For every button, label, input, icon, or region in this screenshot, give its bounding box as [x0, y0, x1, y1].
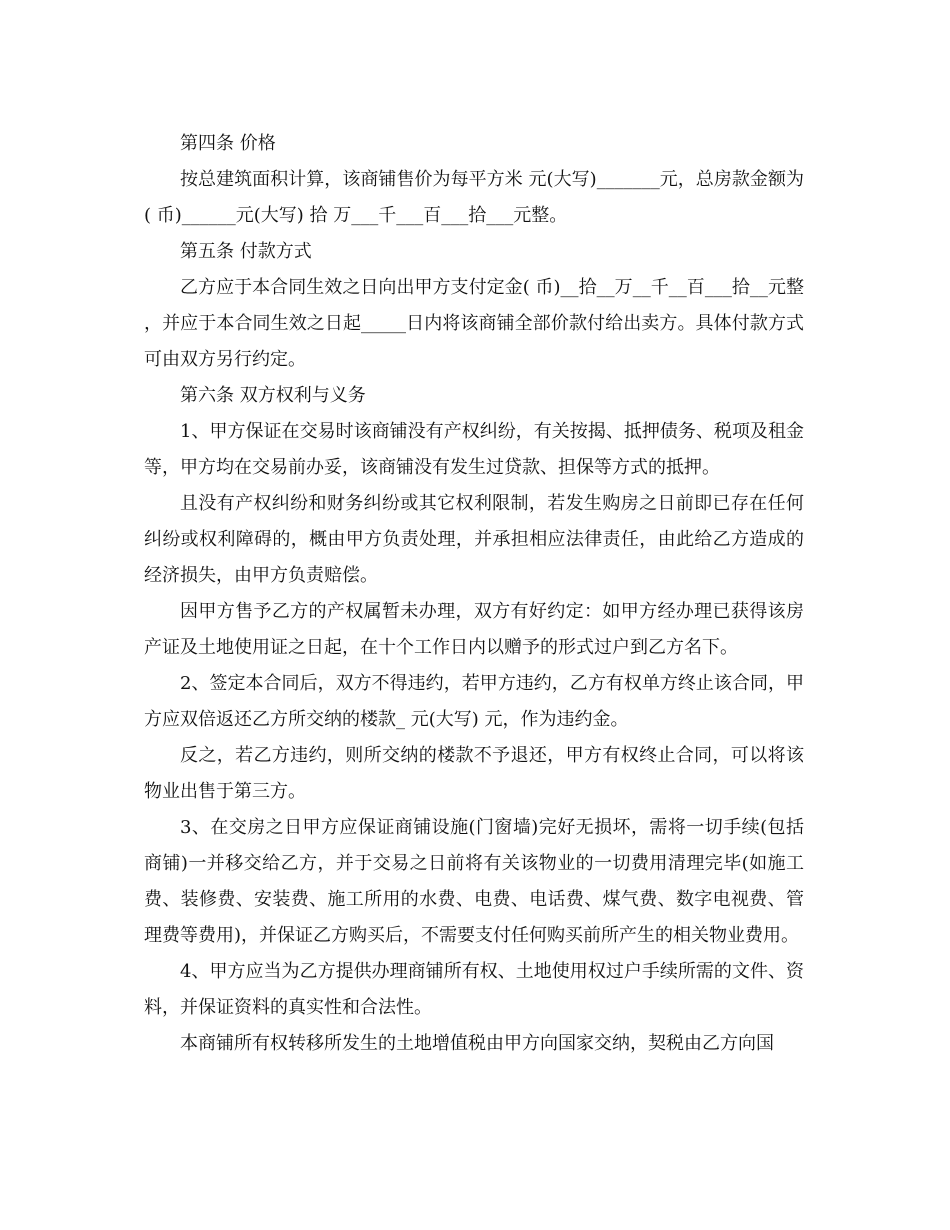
- clause-2-paragraph: 2、签定本合同后，双方不得违约，若甲方违约，乙方有权单方终止该合同，甲方应双倍返还乙方所交纳的楼款_ 元(大写) 元，作为违约金。: [144, 673, 804, 730]
- tax-paragraph: 本商铺所有权转移所发生的土地增值税由甲方向国家交纳，契税由乙方向国: [180, 1033, 774, 1054]
- article-5-heading: 第五条 付款方式: [180, 241, 312, 262]
- clause-3-paragraph: 3、在交房之日甲方应保证商铺设施(门窗墙)完好无损坏，需将一切手续(包括商铺)一并移交给乙方，并于交易之日前将有关该物业的一切费用清理完毕(如施工费、装修费、安装费、施工所用的水费、电费、电话费、煤气费、数字电视费、管理费等费用)，并保证乙方购买后，不需要支付任何购买前所产生的相关物业费用。: [144, 817, 804, 946]
- payment-paragraph: 乙方应于本合同生效之日向出甲方支付定金( 币)__拾__万__千__百___拾__元整，并应于本合同生效之日起_____日内将该商铺全部价款付给出卖方。具体付款方式可由双方另行约定。: [144, 277, 804, 370]
- clause-4-paragraph: 4、甲方应当为乙方提供办理商铺所有权、土地使用权过户手续所需的文件、资料，并保证资料的真实性和合法性。: [144, 961, 804, 1018]
- clause-1-continuation-paragraph: 且没有产权纠纷和财务纠纷或其它权利限制，若发生购房之日前即已存在任何纠纷或权利障碍的，概由甲方负责处理，并承担相应法律责任，由此给乙方造成的经济损失，由甲方负责赔偿。: [144, 493, 804, 586]
- price-paragraph: 按总建筑面积计算，该商铺售价为每平方米 元(大写)_______元，总房款金额为( 币)______元(大写) 拾 万___千___百___拾___元整。: [144, 169, 804, 226]
- article-4-heading: 第四条 价格: [180, 133, 276, 154]
- document-body: [144, 126, 804, 1062]
- clause-1-paragraph: 1、甲方保证在交易时该商铺没有产权纠纷，有关按揭、抵押债务、税项及租金等，甲方均在交易前办妥，该商铺没有发生过贷款、担保等方式的抵押。: [144, 421, 804, 478]
- clause-1-transfer-paragraph: 因甲方售予乙方的产权属暂未办理，双方有好约定：如甲方经办理已获得该房产证及土地使用证之日起，在十个工作日内以赠予的形式过户到乙方名下。: [144, 601, 804, 658]
- clause-2-continuation-paragraph: 反之，若乙方违约，则所交纳的楼款不予退还，甲方有权终止合同，可以将该物业出售于第三方。: [144, 745, 804, 802]
- article-6-heading: 第六条 双方权利与义务: [180, 385, 366, 406]
